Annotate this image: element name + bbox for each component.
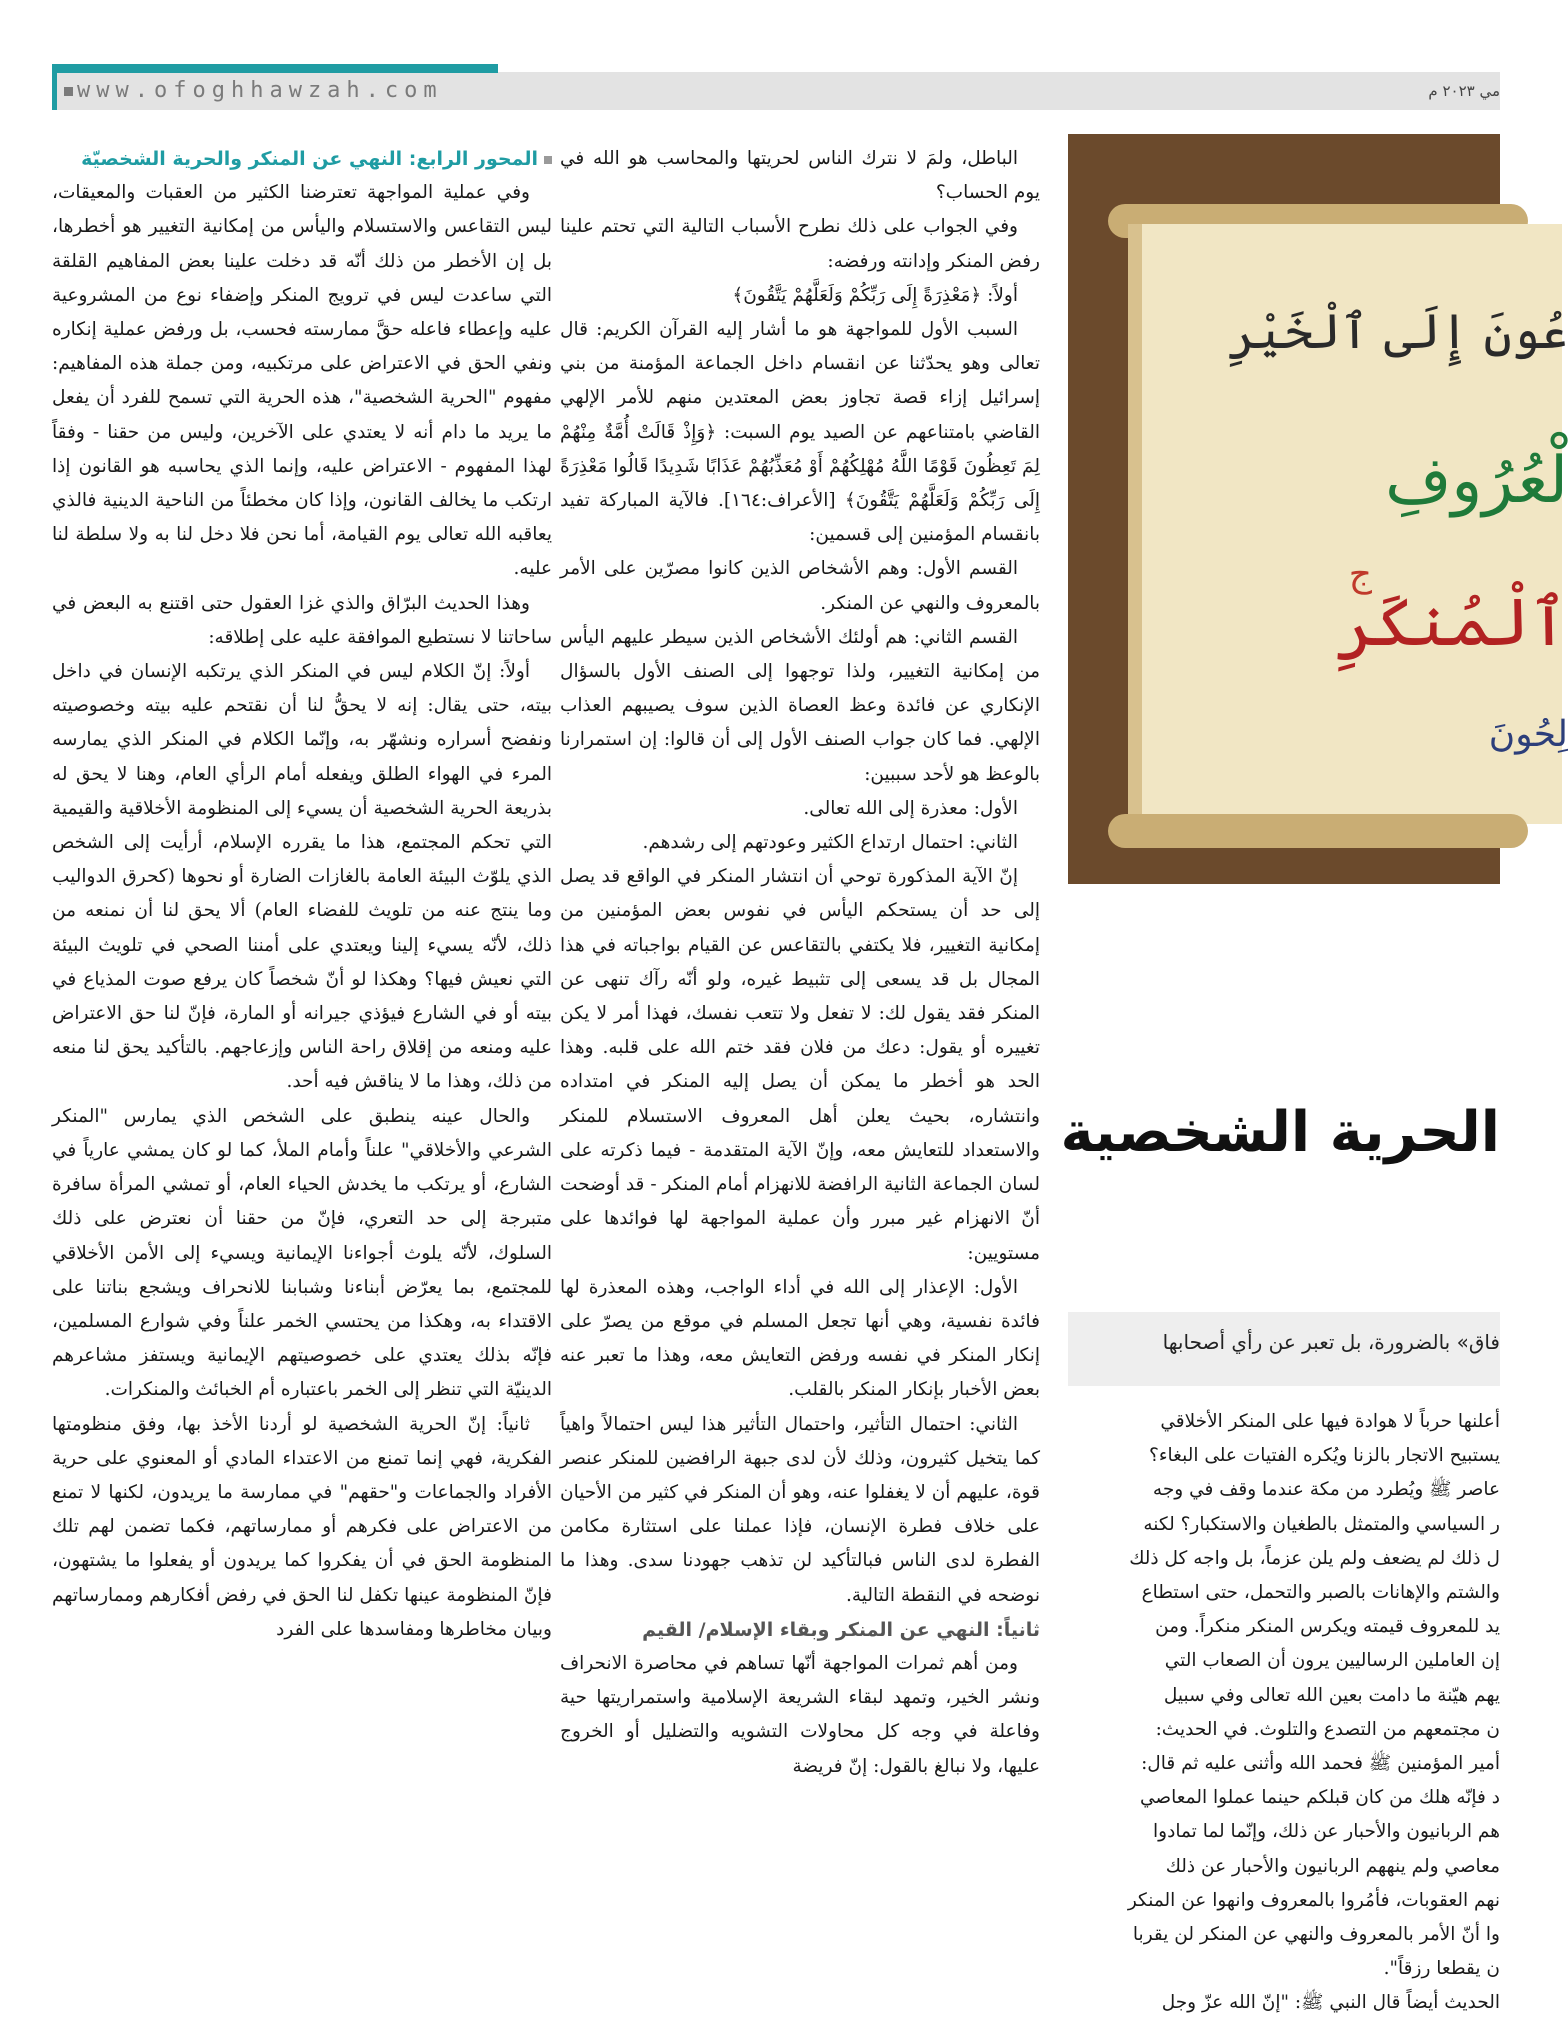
left-column: [52, 142, 552, 1647]
header-accent-strip: [52, 64, 498, 73]
calligraphy-line: ٱلْمُنكَرِ: [1335, 584, 1568, 661]
text-line: نهم العقوبات، فأمُروا بالمعروف وانهوا عن المنكر: [1127, 1889, 1500, 1911]
text-line: يد للمعروف قيمته ويكرس المنكر منكراً. ومن: [1155, 1616, 1500, 1638]
paragraph: وفي الجواب على ذلك نطرح الأسباب التالية التي تحتم علينا رفض المنكر وإدانته ورفضه:: [560, 216, 1040, 272]
middle-column: [560, 142, 1040, 1784]
paragraph: وفي عملية المواجهة تعترضنا الكثير من العقبات والمعيقات، ليس التقاعس والاستسلام واليأس من إمكانية التغيير هو أخطرها، بل إن الأخطر من ذلك أنّه قد دخلت علينا بعض المفاهيم القلقة التي ساعدت ليس في ترويج المنكر وإضفاء نوع من المشروعية عليه وإعطاء فاعله حقَّ ممارسته فحسب، بل ورفض عملية إنكاره ونفي الحق في الاعتراض على مرتكبيه، ومن جملة هذه المفاهيم: مفهوم "الحرية الشخصية"، هذه الحرية التي تسمح للفرد أن يفعل ما يريد ما دام أنه لا يعتدي على الآخرين، وليس من حقنا - وفقاً لهذا المفهوم - الاعتراض عليه، وإنما الذي يحاسبه هو القانون إذا ارتكب ما يخالف القانون، وإذا كان مخطئاً من الناحية الدينية فالذي يعاقبه الله تعالى يوم القيامة، أما نحن فلا دخل لنا به ولا سلطة لنا عليه.: [52, 182, 552, 580]
square-bullet-icon: [544, 156, 552, 164]
text-line: ل ذلك لم يضعف ولم يلن عزماً، بل واجه كل ذلك: [1129, 1547, 1500, 1569]
subsection-heading: ثانياً: النهي عن المنكر وبقاء الإسلام/ القيم: [642, 1618, 1040, 1641]
paragraph: الأول: معذرة إلى الله تعالى.: [803, 797, 1018, 819]
text-line: ن مجتمعهم من التصدع والتلوث. في الحديث:: [1155, 1718, 1500, 1740]
calligraphy-line: لِحُونَ: [1488, 714, 1568, 755]
calligraphy-line: لْعُرُوفِ: [1385, 444, 1568, 518]
text-line: الحديث أيضاً قال النبي ﷺ: "إنّ الله عزّ وجل: [1161, 1992, 1500, 2014]
paragraph: والحال عينه ينطبق على الشخص الذي يمارس "المنكر الشرعي والأخلاقي" علناً وأمام الملأ، كما لو كان يمشي عارياً في الشارع، أو يرتكب ما يخدش الحياء العام، أو تمشي المرأة سافرة متبرجة إلى حد التعري، فإنّ من حقنا أن نعترض على ذلك السلوك، لأنّه يلوث أجواءنا الإيمانية ويسيء إلى الأمن الأخلاقي للمجتمع، بما يعرّض أبناءنا وشبابنا للانحراف ويشجع بناتنا على الاقتداء به، وهكذا من يحتسي الخمر علناً وفي شوارع المسلمين، فإنّه بذلك يعتدي على خصوصيتهم الإيمانية ويستفز مشاعرهم الدينيّة التي تنظر إلى الخمر باعتباره أم الخبائث والمنكرات.: [52, 1105, 552, 1401]
text-line: والشتم والإهانات بالصبر والتحمل، حتى استطاع: [1141, 1582, 1500, 1604]
paragraph: إنّ الآية المذكورة توحي أن انتشار المنكر في الواقع قد يصل إلى حد أن يستحكم اليأس في نفوس بعض المؤمنين من إمكانية التغيير، فلا يكتفي بالتقاعس عن القيام بواجباته في هذا المجال بل قد يسعى إلى تثبيط غيره، ولو أنّه رآك تنهى عن المنكر فقد يقول لك: لا تفعل ولا تتعب نفسك، فهذا أمر لا يكن تغييره أو يقول: دعك من فلان فقد ختم الله على قلبه. وهذا الحد هو أخطر ما يمكن أن يصل إليه المنكر في امتداده وانتشاره، بحيث يعلن أهل المعروف الاستسلام للمنكر والاستعداد للتعايش معه، وإنّ الآية المتقدمة - فيما ذكرته على لسان الجماعة الثانية الرافضة للانهزام أمام المنكر - قد أوضحت أنّ الانهزام غير مبرر وأن عملية المواجهة لها فوائدها على مستويين:: [560, 866, 1040, 1264]
paragraph: السبب الأول للمواجهة هو ما أشار إليه القرآن الكريم: قال تعالى وهو يحدّثنا عن انقسام داخل الجماعة المؤمنة من بني إسرائيل إزاء قصة تجاوز بعض المعتدين منهم للأمر الإلهي القاضي بامتناعهم عن الصيد يوم السبت: ﴿وَإِذْ قَالَتْ أُمَّةٌ مِنْهُمْ لِمَ تَعِظُونَ قَوْمًا اللَّهُ مُهْلِكُهُمْ أَوْ مُعَذِّبُهُمْ عَذَابًا شَدِيدًا قَالُوا مَعْذِرَةً إِلَى رَبِّكُمْ وَلَعَلَّهُمْ يَتَّقُونَ﴾ [الأعراف:١٦٤]. فالآية المباركة تفيد بانقسام المؤمنين إلى قسمين:: [560, 319, 1040, 546]
calligraphy-mark: ج: [1348, 554, 1372, 595]
paragraph: ومن أهم ثمرات المواجهة أنّها تساهم في محاصرة الانحراف ونشر الخير، وتمهد لبقاء الشريعة الإسلامية واستمراريتها حية وفاعلة في وجه كل محاولات التشويه والتضليل أو الخروج عليها، ولا نبالغ بالقول: إنّ فريضة: [560, 1652, 1040, 1777]
text-line: ر السياسي والمتمثل بالطغيان والاستكبار؟ لكنه: [1143, 1513, 1500, 1535]
right-column: [1068, 1405, 1500, 2021]
text-line: أعلنها حرباً لا هوادة فيها على المنكر الأخلاقي: [1160, 1411, 1500, 1432]
text-line: معاصي ولم ينههم الربانيون والأحبار عن ذلك: [1165, 1855, 1500, 1877]
issue-date: مي ٢٠٢٣ م: [1428, 82, 1500, 100]
text-line: يهم هيّنة ما دامت بعين الله تعالى وفي سبيل: [1163, 1684, 1500, 1706]
calligraphy-line: عُونَ إِلَى ٱلْخَيْرِ: [1228, 304, 1568, 360]
text-line: إن العاملين الرساليين يرون أن الصعاب التي: [1164, 1650, 1500, 1672]
paragraph: ثانياً: إنّ الحرية الشخصية لو أردنا الأخذ بها، وفق منظومتها الفكرية، فهي إنما تمنع من الاعتداء المادي أو المعنوي على حرية الأفراد والجماعات و"حقهم" في ممارسة ما يريدون، لكنها لا تمنع من الاعتراض على فكرهم أو ممارساتهم، فكما تضمن لهم تلك المنظومة الحق في أن يفكروا كما يريدون أو يفعلوا ما يشتهون، فإنّ المنظومة عينها تكفل لنا الحق في رفض أفكارهم وممارساتهم وبيان مخاطرها ومفاسدها على الفرد: [52, 1413, 552, 1640]
text-line: وا أنّ الأمر بالمعروف والنهي عن المنكر لن يقربا: [1132, 1924, 1500, 1946]
text-line: يستبيح الاتجار بالزنا ويُكره الفتيات على البغاء؟: [1149, 1445, 1500, 1467]
article-subtitle: فاق» بالضرورة، بل تعبر عن رأي أصحابها: [1162, 1330, 1500, 1354]
square-bullet-icon: [64, 87, 73, 96]
text-line: ن يقطعا رزقاً".: [1383, 1958, 1500, 1980]
scroll-rod-bottom: [1108, 814, 1528, 848]
paragraph: الأول: الإعذار إلى الله في أداء الواجب، وهذه المعذرة لها فائدة نفسية، وهي أنها تجعل المسلم في موقع من يصرّ على إنكار المنكر في نفسه ورفض التعايش معه، وهذا ما تعبر عنه بعض الأخبار بإنكار المنكر بالقلب.: [560, 1276, 1040, 1401]
quran-verse: أولاً: ﴿مَعْذِرَةً إِلَى رَبِّكُمْ وَلَعَلَّهُمْ يَتَّقُونَ﴾: [732, 284, 1018, 306]
header-accent-edge: [52, 64, 57, 110]
article-image: [1068, 134, 1568, 884]
text-line: أمير المؤمنين ﷺ فحمد الله وأثنى عليه ثم قال:: [1141, 1753, 1500, 1775]
paragraph: القسم الأول: وهم الأشخاص الذين كانوا مصرّين على الأمر بالمعروف والنهي عن المنكر.: [560, 558, 1040, 614]
section-heading: المحور الرابع: النهي عن المنكر والحرية الشخصيّة: [52, 142, 552, 176]
paragraph: الثاني: احتمال ارتداع الكثير وعودتهم إلى رشدهم.: [642, 832, 1018, 854]
text-line: د فإنّه هلك من كان قبلكم حينما عملوا المعاصي: [1139, 1787, 1500, 1809]
paragraph: الباطل، ولمَ لا نترك الناس لحريتها والمحاسب هو الله في يوم الحساب؟: [560, 148, 1040, 204]
paragraph: الثاني: احتمال التأثير، واحتمال التأثير هذا ليس احتمالاً واهياً كما يتخيل كثيرون، وذلك لأن لدى جبهة الرافضين للمنكر عنصر قوة، عليهم أن لا يغفلوا عنه، وهو أن المنكر في كثير من الأحيان على خلاف فطرة الإنسان، فإذا عملنا على استثارة مكامن الفطرة لدى الناس فبالتأكيد لن تذهب جهودنا سدى. وهذا ما نوضحه في النقطة التالية.: [560, 1413, 1040, 1606]
paragraph: وهذا الحديث البرّاق والذي غزا العقول حتى اقتنع به البعض في ساحاتنا لا نستطيع الموافقة عليه على إطلاقه:: [52, 592, 552, 648]
paragraph: القسم الثاني: هم أولئك الأشخاص الذين سيطر عليهم اليأس من إمكانية التغيير، ولذا توجهوا إلى الصنف الأول بالسؤال الإنكاري عن فائدة وعظ العصاة الذين سوف يصيبهم العذاب الإلهي. فما كان جواب الصنف الأول إلى أن قالوا: إن استمرارنا بالوعظ هو لأحد سببين:: [560, 626, 1040, 785]
text-line: هم الربانيون والأحبار عن ذلك، وإنّما لما تمادوا: [1153, 1821, 1500, 1843]
article-title: الحرية الشخصية: [1060, 1100, 1500, 1165]
paragraph: أولاً: إنّ الكلام ليس في المنكر الذي يرتكبه الإنسان في داخل بيته، حتى يقال: إنه لا يحقُّ لنا أن نقتحم عليه بيته وخصوصيته ونفضح أسراره ونشهّر به، وإنّما الكلام في المنكر الذي يمارسه المرء في الهواء الطلق ويفعله أمام الرأي العام، وهنا لا يحق له بذريعة الحرية الشخصية أن يسيء إلى المنظومة الأخلاقية والقيمية التي تحكم المجتمع، هذا ما يقرره الإسلام، أرأيت إلى الشخص الذي يلوّث البيئة العامة بالغازات الضارة أو نحوها (كحرق الدواليب وما ينتج عنه من تلويث للفضاء العام) ألا يحق لنا أن نمنعه من ذلك، لأنّه يسيء إلينا ويعتدي على أمننا الصحي في تلويث البيئة التي نعيش فيها؟ وهكذا لو أنّ شخصاً كان يرفع صوت المذياع في بيته أو في الشارع فيؤذي جيرانه أو المارة، فإنّ لنا حق الاعتراض عليه ومنعه من إقلاق راحة الناس وإزعاجهم. بالتأكيد يحق لنا منعه من ذلك، وهذا ما لا يناقش فيه أحد.: [52, 661, 552, 1093]
scroll-paper: [1128, 224, 1568, 824]
text-line: عاصر ﷺ ويُطرد من مكة عندما وقف في وجه: [1152, 1479, 1500, 1501]
site-url[interactable]: www.ofoghhawzah.com: [64, 78, 443, 103]
